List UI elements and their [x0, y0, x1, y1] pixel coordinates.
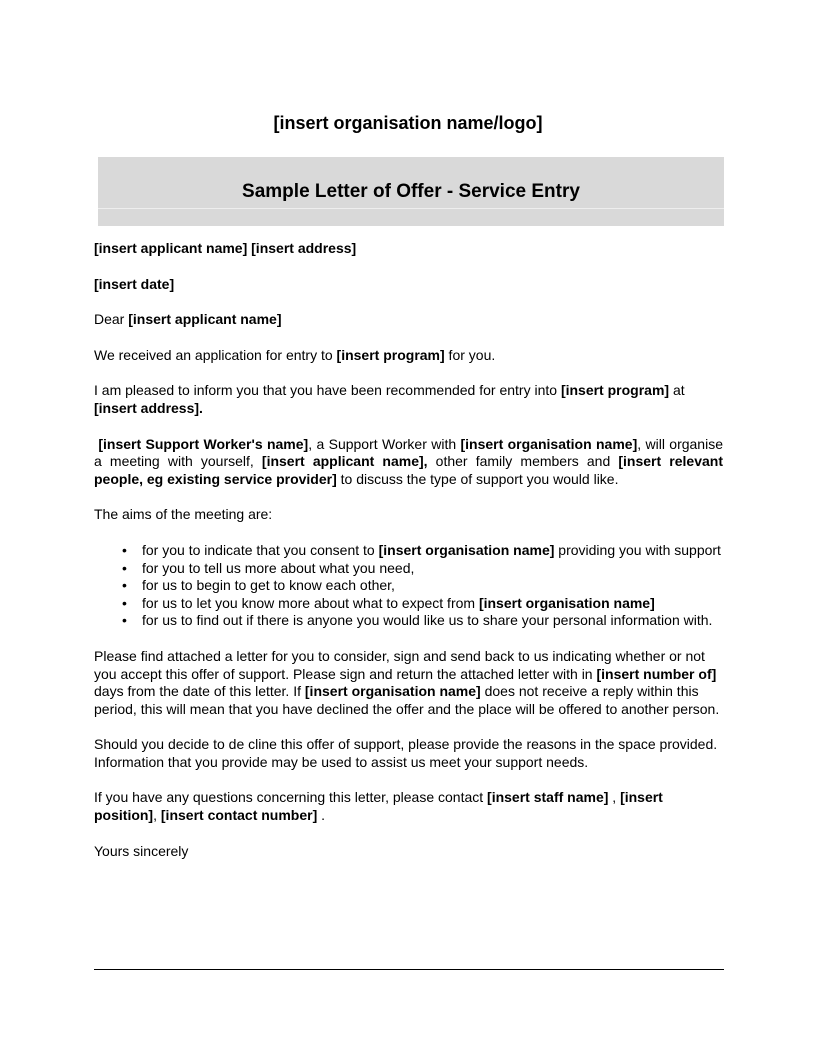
paragraph-meeting: [insert Support Worker's name], a Support Worker with [insert organisation name], will organise a meeting with yourself, [insert applicant name], other family members and [insert relevant people, eg existing service provider] to discuss the type of support you would like. [94, 435, 723, 487]
date-line [94, 276, 723, 294]
salutation: Dear [insert applicant name] [94, 311, 282, 328]
placeholder-number: [insert number of] [596, 665, 717, 682]
placeholder-date: [insert date] [94, 275, 175, 292]
list-item: • for us to let you know more about what to expect from [insert organisation name] [142, 595, 723, 613]
paragraph-application: We received an application for entry to [insert program] for you. [94, 346, 496, 363]
placeholder-applicant-name: [insert applicant name], [261, 453, 428, 470]
banner-divider [98, 208, 724, 209]
placeholder-applicant-name: [insert applicant name] [128, 311, 282, 328]
aims-heading: The aims of the meeting are: [94, 506, 273, 523]
placeholder-address: [insert address]. [94, 399, 203, 416]
placeholder-organisation: [insert organisation name] [478, 594, 655, 611]
letter-body [94, 240, 723, 878]
list-item: • for us to find out if there is anyone you would like us to share your personal information with. [142, 612, 723, 630]
placeholder-organisation: [insert organisation name] [460, 435, 638, 452]
applicant-address-line [94, 240, 723, 258]
placeholder-staff-name: [insert staff name] [487, 789, 609, 806]
document-title: Sample Letter of Offer - Service Entry [242, 181, 580, 202]
placeholder-relevant-people: [insert relevant people, eg existing service provider] [94, 453, 723, 487]
placeholder-position: [insert position] [94, 789, 663, 824]
list-item: • for you to tell us more about what you need, [142, 560, 723, 578]
organisation-name-placeholder: [insert organisation name/logo] [273, 113, 543, 133]
title-banner [98, 157, 724, 226]
closing: Yours sincerely [94, 842, 189, 859]
paragraph-decline: Should you decide to de cline this offer of support, please provide the reasons in the space provided. Information that you provide may be used to assist us meet your support needs. [94, 736, 718, 770]
paragraph-recommended: I am pleased to inform you that you have been recommended for entry into [insert program] at [insert address]. [94, 382, 685, 416]
list-item: • for us to begin to get to know each other, [142, 577, 723, 595]
paragraph-attached-letter: Please find attached a letter for you to consider, sign and send back to us indicating whether or not you accept this offer of support. Please sign and return the attached letter with in [insert number of] days from the date of this letter. If [insert organisation name] does not receive a reply within this period, this will mean that you have declined the offer and the place will be offered to another person. [94, 647, 720, 717]
placeholder-organisation: [insert organisation name] [378, 541, 555, 558]
aims-list [94, 542, 723, 630]
placeholder-support-worker: [insert Support Worker's name] [98, 435, 309, 452]
placeholder-applicant-address: [insert applicant name] [insert address] [94, 240, 357, 256]
signature-line [94, 969, 724, 970]
placeholder-organisation: [insert organisation name] [304, 683, 481, 700]
placeholder-program: [insert program] [336, 346, 445, 363]
paragraph-contact: If you have any questions concerning this letter, please contact [insert staff name] , [insert position], [insert contact number] . [94, 789, 663, 824]
list-item: • for you to indicate that you consent to [insert organisation name] providing you with support [142, 542, 723, 560]
placeholder-contact-number: [insert contact number] [160, 807, 318, 824]
placeholder-program: [insert program] [560, 382, 670, 399]
